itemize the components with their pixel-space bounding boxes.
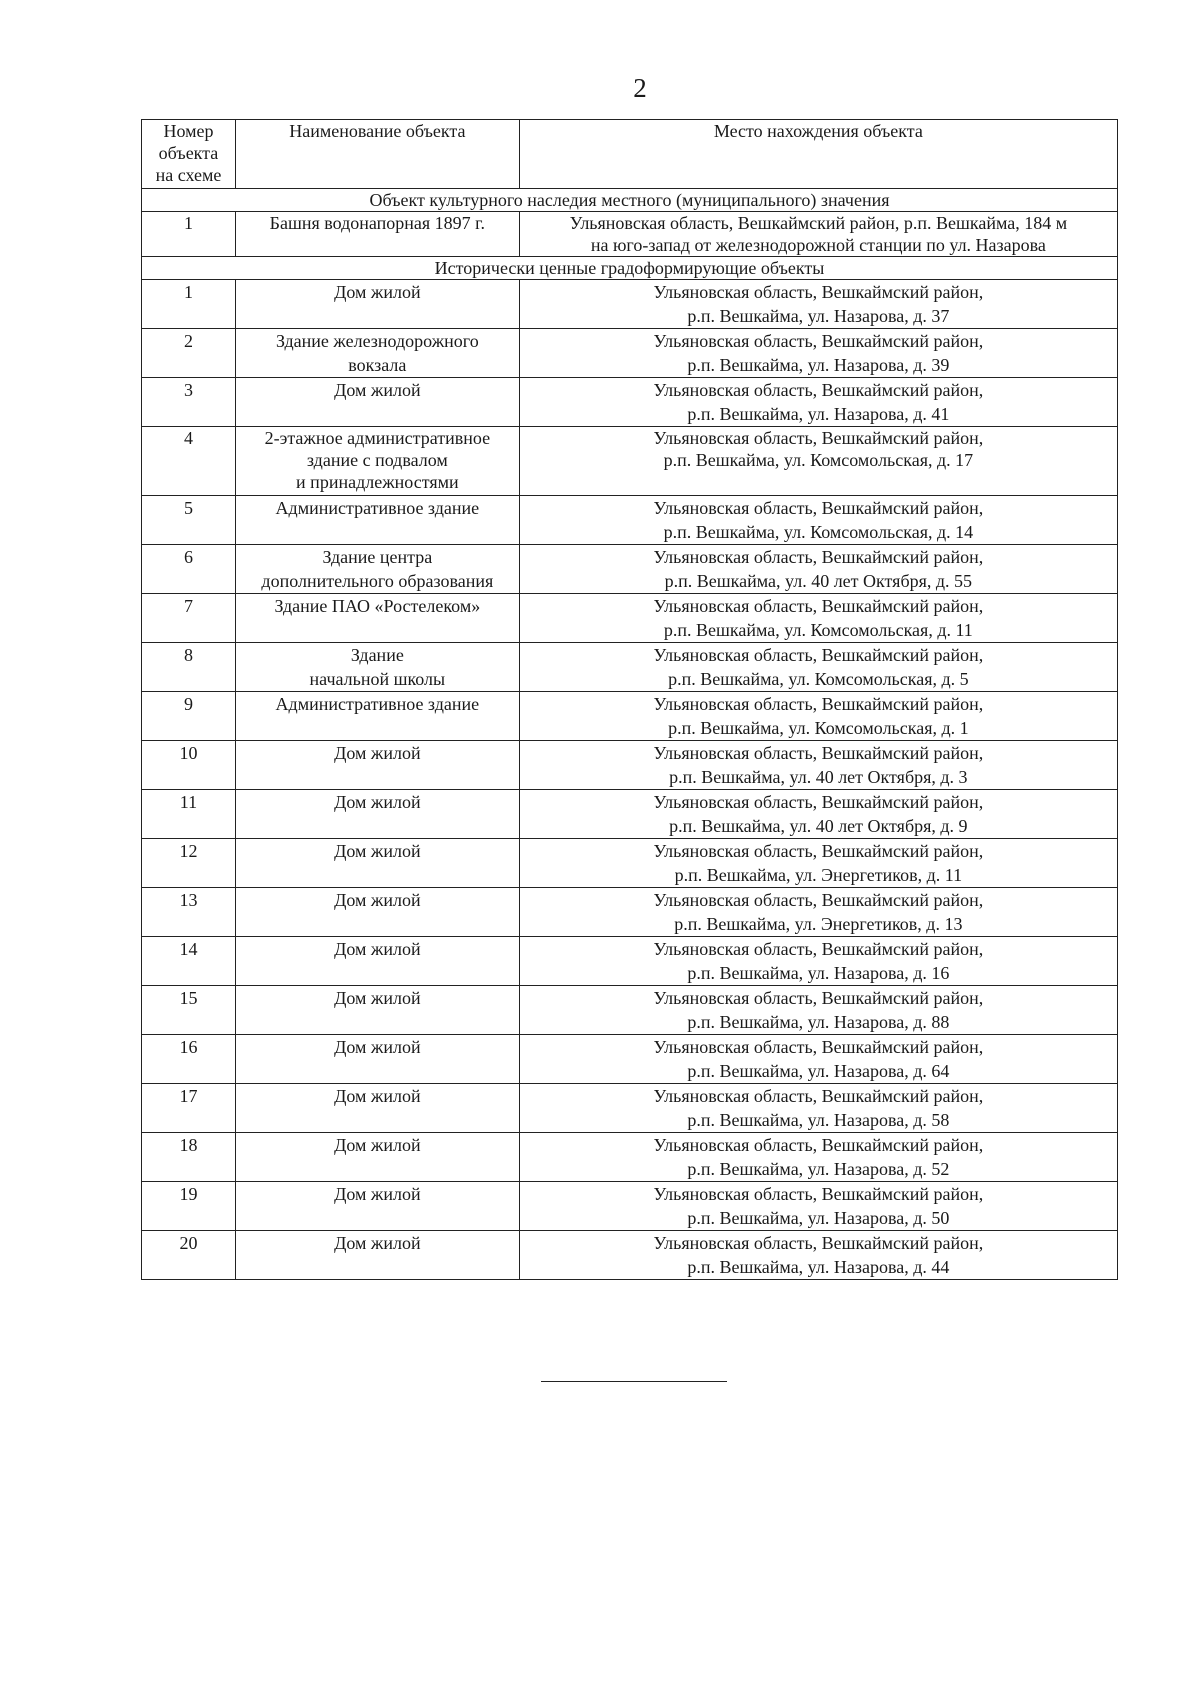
object-name-line: Дом жилой bbox=[334, 792, 421, 812]
location-line: Ульяновская область, Вешкаймский район, bbox=[653, 498, 984, 518]
row-number: 6 bbox=[142, 545, 236, 594]
row-object-name bbox=[235, 839, 519, 888]
location-line: р.п. Вешкайма, ул. Энергетиков, д. 13 bbox=[674, 914, 963, 934]
header-number-line: Номер bbox=[163, 121, 214, 141]
table-header-row bbox=[142, 120, 1118, 189]
row-object-location bbox=[519, 427, 1117, 496]
header-number-line: на схеме bbox=[155, 165, 222, 185]
header-number bbox=[142, 120, 236, 189]
header-location: Место нахождения объекта bbox=[519, 120, 1117, 189]
location-line: Ульяновская область, Вешкаймский район, bbox=[653, 1086, 984, 1106]
row-number: 5 bbox=[142, 496, 236, 545]
object-name-line: Административное здание bbox=[275, 694, 480, 714]
table-row bbox=[142, 937, 1118, 986]
location-line: р.п. Вешкайма, ул. Назарова, д. 44 bbox=[687, 1257, 950, 1277]
table-row bbox=[142, 643, 1118, 692]
row-object-name bbox=[235, 1133, 519, 1182]
row-object-name bbox=[235, 496, 519, 545]
row-number: 20 bbox=[142, 1231, 236, 1280]
table-row bbox=[142, 692, 1118, 741]
row-object-location bbox=[519, 1035, 1117, 1084]
row-object-location bbox=[519, 1084, 1117, 1133]
table-row bbox=[142, 212, 1118, 257]
location-line: Ульяновская область, Вешкаймский район, bbox=[653, 547, 984, 567]
row-number: 1 bbox=[142, 280, 236, 329]
location-line: р.п. Вешкайма, ул. Комсомольская, д. 1 bbox=[668, 718, 969, 738]
row-object-name bbox=[235, 986, 519, 1035]
row-object-location bbox=[519, 790, 1117, 839]
row-object-name bbox=[235, 329, 519, 378]
row-object-name bbox=[235, 378, 519, 427]
row-object-location bbox=[519, 212, 1117, 257]
location-line: р.п. Вешкайма, ул. Назарова, д. 41 bbox=[687, 404, 950, 424]
section-heading-historic-objects: Исторически ценные градоформирующие объекты bbox=[142, 257, 1118, 280]
row-number: 17 bbox=[142, 1084, 236, 1133]
table-row bbox=[142, 378, 1118, 427]
object-name-line: Дом жилой bbox=[334, 890, 421, 910]
table-row bbox=[142, 427, 1118, 496]
row-object-name bbox=[235, 427, 519, 496]
row-object-location bbox=[519, 643, 1117, 692]
row-object-location bbox=[519, 888, 1117, 937]
row-object-location bbox=[519, 329, 1117, 378]
row-number: 18 bbox=[142, 1133, 236, 1182]
object-name-line: Дом жилой bbox=[334, 1086, 421, 1106]
table-row bbox=[142, 1084, 1118, 1133]
location-line: р.п. Вешкайма, ул. Назарова, д. 88 bbox=[687, 1012, 950, 1032]
closing-rule bbox=[541, 1381, 727, 1382]
row-object-location bbox=[519, 545, 1117, 594]
row-object-name bbox=[235, 937, 519, 986]
row-object-name bbox=[235, 692, 519, 741]
object-name-line: 2-этажное административное bbox=[264, 428, 491, 448]
row-number: 15 bbox=[142, 986, 236, 1035]
row-object-location bbox=[519, 496, 1117, 545]
table-row bbox=[142, 280, 1118, 329]
object-name-line: Дом жилой bbox=[334, 282, 421, 302]
table-row bbox=[142, 496, 1118, 545]
object-name-line: Здание железнодорожного bbox=[275, 331, 479, 351]
location-line: р.п. Вешкайма, ул. Назарова, д. 64 bbox=[687, 1061, 950, 1081]
object-name-line: Дом жилой bbox=[334, 1184, 421, 1204]
row-object-name bbox=[235, 212, 519, 257]
row-object-name bbox=[235, 545, 519, 594]
location-line: Ульяновская область, Вешкаймский район, bbox=[653, 743, 984, 763]
row-number: 10 bbox=[142, 741, 236, 790]
header-name: Наименование объекта bbox=[235, 120, 519, 189]
row-object-location bbox=[519, 378, 1117, 427]
location-line: р.п. Вешкайма, ул. Назарова, д. 16 bbox=[687, 963, 950, 983]
row-number: 2 bbox=[142, 329, 236, 378]
section-heading-row bbox=[142, 257, 1118, 280]
object-name-line: начальной школы bbox=[309, 669, 446, 689]
object-name-line: Дом жилой bbox=[334, 1037, 421, 1057]
row-number: 8 bbox=[142, 643, 236, 692]
row-object-location bbox=[519, 1182, 1117, 1231]
object-name-line: Дом жилой bbox=[334, 988, 421, 1008]
row-object-location bbox=[519, 692, 1117, 741]
row-object-name bbox=[235, 888, 519, 937]
object-name-line: Дом жилой bbox=[334, 380, 421, 400]
location-line: Ульяновская область, Вешкаймский район, bbox=[653, 282, 984, 302]
location-line: р.п. Вешкайма, ул. Комсомольская, д. 14 bbox=[663, 522, 974, 542]
page-number: 2 bbox=[633, 73, 647, 103]
location-line: Ульяновская область, Вешкаймский район, bbox=[653, 890, 984, 910]
row-number: 4 bbox=[142, 427, 236, 496]
location-line: Ульяновская область, Вешкаймский район, bbox=[653, 428, 984, 448]
row-number: 12 bbox=[142, 839, 236, 888]
location-line: р.п. Вешкайма, ул. Комсомольская, д. 17 bbox=[663, 450, 974, 470]
table-row bbox=[142, 1231, 1118, 1280]
object-name-line: Дом жилой bbox=[334, 841, 421, 861]
location-line: р.п. Вешкайма, ул. Назарова, д. 39 bbox=[687, 355, 950, 375]
location-line: р.п. Вешкайма, ул. Назарова, д. 52 bbox=[687, 1159, 950, 1179]
object-name-line: Дом жилой bbox=[334, 743, 421, 763]
object-name-line: Административное здание bbox=[275, 498, 480, 518]
row-number: 14 bbox=[142, 937, 236, 986]
object-name-line: вокзала bbox=[348, 355, 407, 375]
table-row bbox=[142, 545, 1118, 594]
location-line: на юго-запад от железнодорожной станции по ул. Назарова bbox=[590, 235, 1046, 255]
object-name-line: Башня водонапорная 1897 г. bbox=[269, 213, 486, 233]
row-number: 13 bbox=[142, 888, 236, 937]
table-row bbox=[142, 839, 1118, 888]
location-line: Ульяновская область, Вешкаймский район, р.п. Вешкайма, 184 м bbox=[569, 213, 1068, 233]
location-line: Ульяновская область, Вешкаймский район, bbox=[653, 988, 984, 1008]
location-line: р.п. Вешкайма, ул. 40 лет Октября, д. 55 bbox=[664, 571, 973, 591]
row-object-name bbox=[235, 594, 519, 643]
location-line: Ульяновская область, Вешкаймский район, bbox=[653, 792, 984, 812]
row-object-name bbox=[235, 1035, 519, 1084]
location-line: Ульяновская область, Вешкаймский район, bbox=[653, 694, 984, 714]
table-body bbox=[142, 189, 1118, 1280]
object-name-line: Здание ПАО «Ростелеком» bbox=[274, 596, 481, 616]
row-number: 19 bbox=[142, 1182, 236, 1231]
row-object-name bbox=[235, 643, 519, 692]
row-object-name bbox=[235, 1182, 519, 1231]
row-object-location bbox=[519, 1133, 1117, 1182]
row-number: 1 bbox=[142, 212, 236, 257]
table-row bbox=[142, 329, 1118, 378]
table-row bbox=[142, 790, 1118, 839]
table-row bbox=[142, 1133, 1118, 1182]
location-line: р.п. Вешкайма, ул. Комсомольская, д. 5 bbox=[668, 669, 969, 689]
location-line: р.п. Вешкайма, ул. Назарова, д. 58 bbox=[687, 1110, 950, 1130]
row-object-location bbox=[519, 839, 1117, 888]
table-row bbox=[142, 1035, 1118, 1084]
location-line: р.п. Вешкайма, ул. Энергетиков, д. 11 bbox=[674, 865, 963, 885]
header-number-line: объекта bbox=[158, 143, 219, 163]
row-number: 7 bbox=[142, 594, 236, 643]
object-name-line: Дом жилой bbox=[334, 1233, 421, 1253]
row-number: 9 bbox=[142, 692, 236, 741]
table-row bbox=[142, 986, 1118, 1035]
row-object-name bbox=[235, 1084, 519, 1133]
table-row bbox=[142, 1182, 1118, 1231]
location-line: Ульяновская область, Вешкаймский район, bbox=[653, 596, 984, 616]
location-line: р.п. Вешкайма, ул. 40 лет Октября, д. 9 bbox=[669, 816, 968, 836]
location-line: р.п. Вешкайма, ул. Назарова, д. 50 bbox=[687, 1208, 950, 1228]
location-line: Ульяновская область, Вешкаймский район, bbox=[653, 939, 984, 959]
location-line: Ульяновская область, Вешкаймский район, bbox=[653, 1135, 984, 1155]
location-line: Ульяновская область, Вешкаймский район, bbox=[653, 841, 984, 861]
row-object-location bbox=[519, 1231, 1117, 1280]
section-heading-cultural-heritage: Объект культурного наследия местного (муниципального) значения bbox=[142, 189, 1118, 212]
location-line: Ульяновская область, Вешкаймский район, bbox=[653, 1233, 984, 1253]
row-object-location bbox=[519, 594, 1117, 643]
object-name-line: и принадлежностями bbox=[296, 472, 459, 492]
row-number: 16 bbox=[142, 1035, 236, 1084]
row-object-name bbox=[235, 280, 519, 329]
location-line: Ульяновская область, Вешкаймский район, bbox=[653, 1037, 984, 1057]
location-line: Ульяновская область, Вешкаймский район, bbox=[653, 645, 984, 665]
row-object-location bbox=[519, 937, 1117, 986]
row-object-name bbox=[235, 1231, 519, 1280]
object-name-line: здание с подвалом bbox=[306, 450, 448, 470]
location-line: р.п. Вешкайма, ул. 40 лет Октября, д. 3 bbox=[669, 767, 968, 787]
row-object-location bbox=[519, 986, 1117, 1035]
row-number: 11 bbox=[142, 790, 236, 839]
table-row bbox=[142, 741, 1118, 790]
row-object-location bbox=[519, 741, 1117, 790]
row-number: 3 bbox=[142, 378, 236, 427]
row-object-name bbox=[235, 741, 519, 790]
section-heading-row bbox=[142, 189, 1118, 212]
location-line: р.п. Вешкайма, ул. Комсомольская, д. 11 bbox=[663, 620, 973, 640]
object-name-line: Дом жилой bbox=[334, 939, 421, 959]
location-line: Ульяновская область, Вешкаймский район, bbox=[653, 380, 984, 400]
object-name-line: дополнительного образования bbox=[261, 571, 494, 591]
location-line: Ульяновская область, Вешкаймский район, bbox=[653, 331, 984, 351]
location-line: Ульяновская область, Вешкаймский район, bbox=[653, 1184, 984, 1204]
location-line: р.п. Вешкайма, ул. Назарова, д. 37 bbox=[687, 306, 950, 326]
row-object-name bbox=[235, 790, 519, 839]
object-name-line: Здание центра bbox=[322, 547, 433, 567]
objects-table bbox=[141, 119, 1118, 1280]
object-name-line: Здание bbox=[350, 645, 404, 665]
object-name-line: Дом жилой bbox=[334, 1135, 421, 1155]
table-row bbox=[142, 888, 1118, 937]
table-row bbox=[142, 594, 1118, 643]
row-object-location bbox=[519, 280, 1117, 329]
